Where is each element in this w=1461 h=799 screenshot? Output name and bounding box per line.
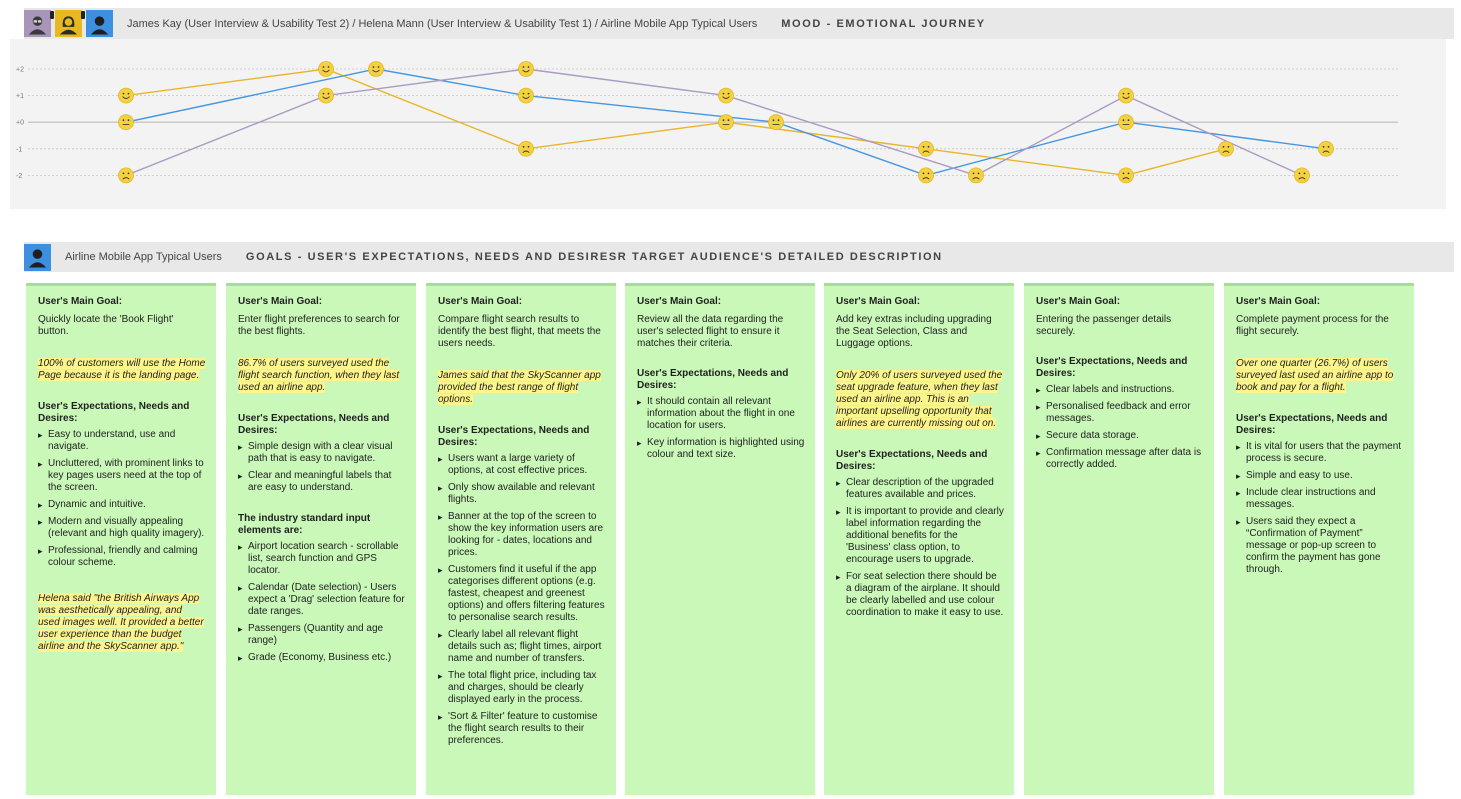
mood-point-james [969, 168, 984, 183]
main-goal-text: Quickly locate the 'Book Flight' button. [38, 314, 174, 337]
list-item: ▸ It is important to provide and clearly label information regarding the additional benefits for the 'Business' class option, to encourage users to upgrade. [836, 506, 1004, 566]
list-item: ▸ Only show available and relevant flights. [438, 482, 606, 506]
list-item: ▸ Passengers (Quantity and age range) [238, 623, 406, 647]
goal-column [226, 283, 416, 795]
main-goal-text: Entering the passenger details securely. [1036, 314, 1172, 337]
section-heading: The industry standard input elements are: [238, 513, 371, 536]
section-heading: User's Expectations, Needs and Desires: [637, 368, 789, 391]
highlight-block [238, 358, 406, 394]
list-item: ▸ Include clear instructions and messages. [1236, 487, 1404, 511]
main-goal-label: User's Main Goal: [438, 296, 523, 307]
mood-point-james [1119, 88, 1134, 103]
mood-point-james [719, 88, 734, 103]
list-item: ▸ Customers find it useful if the app categorises different options (e.g. fastest, cheapest and greenest options) and offers filtering features to personalise search results. [438, 564, 606, 624]
y-tick-label: +0 [16, 119, 24, 127]
highlight-quote: 86.7% of users surveyed used the flight search function, when they last used an airline app. [238, 358, 400, 393]
list-item: ▸ Dynamic and intuitive. [38, 499, 206, 511]
needs-list [1236, 441, 1404, 576]
highlight-block [438, 370, 606, 406]
goal-column [824, 283, 1014, 795]
mood-point-helena [719, 115, 734, 130]
goals-header [24, 242, 1454, 272]
highlight-quote: Helena said "the British Airways App was aesthetically appealing, and used images well. It provided a better user experience than the budget airline and the SkyScanner app." [38, 593, 204, 652]
main-goal-label: User's Main Goal: [1236, 296, 1321, 307]
mood-header-title: MOOD - EMOTIONAL JOURNEY [781, 17, 986, 30]
mood-point-helena [519, 141, 534, 156]
section-heading: User's Expectations, Needs and Desires: [1036, 356, 1188, 379]
avatar-typical-users [24, 244, 51, 271]
avatar-helena-mann [55, 10, 82, 37]
goal-column [1224, 283, 1414, 795]
mood-point-users [919, 168, 934, 183]
y-tick-label: -1 [16, 146, 23, 154]
section-heading: User's Expectations, Needs and Desires: [238, 413, 390, 436]
mood-point-james [519, 62, 534, 77]
goals-header-title: GOALS - USER'S EXPECTATIONS, NEEDS AND DESIRESR TARGET AUDIENCE'S DETAILED DESCRIPTION [245, 251, 943, 263]
list-item: ▸ Clearly label all relevant flight details such as; flight times, airport name and number of transfers. [438, 629, 606, 665]
list-item: ▸ Clear and meaningful labels that are easy to understand. [238, 470, 406, 494]
main-goal-text: Complete payment process for the flight securely. [1236, 314, 1389, 337]
mood-point-helena [1119, 168, 1134, 183]
needs-list [238, 441, 406, 494]
goal-column [1024, 283, 1214, 795]
mood-chart [10, 39, 1446, 209]
goal-column [426, 283, 616, 795]
highlight-block [1236, 358, 1404, 394]
main-goal-text: Add key extras including upgrading the Seat Selection, Class and Luggage options. [836, 314, 992, 349]
y-tick-label: -2 [16, 172, 23, 180]
main-goal-text: Review all the data regarding the user's selected flight to ensure it matches their criteria. [637, 314, 784, 349]
list-item: ▸ It should contain all relevant information about the flight in one location for users. [637, 396, 805, 432]
list-item: ▸ Key information is highlighted using colour and text size. [637, 437, 805, 461]
list-item: ▸ Calendar (Date selection) - Users expect a 'Drag' selection feature for date ranges. [238, 582, 406, 618]
mood-point-helena [119, 88, 134, 103]
main-goal-text: Enter flight preferences to search for the best flights. [238, 314, 400, 337]
mood-point-users [519, 88, 534, 103]
list-item: ▸ Secure data storage. [1036, 430, 1204, 442]
section-heading: User's Expectations, Needs and Desires: [836, 449, 988, 472]
list-item: ▸ 'Sort & Filter' feature to customise the flight search results to their preferences. [438, 711, 606, 747]
avatar-james-kay [24, 10, 51, 37]
list-item: ▸ For seat selection there should be a diagram of the airplane. It should be clearly labelled and use colour coordination to make it easy to use. [836, 571, 1004, 619]
highlight-quote: 100% of customers will use the Home Page because it is the landing page. [38, 358, 206, 381]
section-heading: User's Expectations, Needs and Desires: [1236, 413, 1388, 436]
y-tick-label: +1 [16, 93, 24, 101]
mood-point-users [769, 115, 784, 130]
main-goal-label: User's Main Goal: [1036, 296, 1121, 307]
mood-point-users [369, 62, 384, 77]
mood-point-helena [319, 62, 334, 77]
highlight-quote: Only 20% of users surveyed used the seat upgrade feature, when they last used an airline app. This is an important upselling opportunity that airlines are currently missing out on. [836, 370, 1003, 429]
list-item: ▸ Professional, friendly and calming colour scheme. [38, 545, 206, 569]
goal-column [26, 283, 216, 795]
list-item: ▸ The total flight price, including tax and charges, should be clearly displayed early in the process. [438, 670, 606, 706]
main-goal-label: User's Main Goal: [38, 296, 123, 307]
list-item: ▸ Banner at the top of the screen to show the key information users are looking for - dates, locations and prices. [438, 511, 606, 559]
main-goal-text: Compare flight search results to identify the best flight, that meets the users needs. [438, 314, 601, 349]
person-icon [89, 13, 110, 35]
needs-list [238, 541, 406, 664]
needs-list [836, 477, 1004, 619]
list-item: ▸ Grade (Economy, Business etc.) [238, 652, 406, 664]
list-item: ▸ Clear description of the upgraded features available and prices. [836, 477, 1004, 501]
mood-point-users [1319, 141, 1334, 156]
goal-column [625, 283, 815, 795]
list-item: ▸ Airport location search - scrollable list, search function and GPS locator. [238, 541, 406, 577]
mood-point-users [119, 115, 134, 130]
avatar-typical-users [86, 10, 113, 37]
main-goal-label: User's Main Goal: [637, 296, 722, 307]
list-item: ▸ Clear labels and instructions. [1036, 384, 1204, 396]
person-glasses-icon [27, 13, 48, 35]
list-item: ▸ It is vital for users that the payment process is secure. [1236, 441, 1404, 465]
list-item: ▸ Users want a large variety of options, at cost effective prices. [438, 453, 606, 477]
mood-point-james [319, 88, 334, 103]
list-item: ▸ Confirmation message after data is correctly added. [1036, 447, 1204, 471]
mood-header [24, 8, 1454, 39]
highlight-block [38, 358, 206, 382]
list-item: ▸ Simple and easy to use. [1236, 470, 1404, 482]
mood-point-users [1119, 115, 1134, 130]
list-item: ▸ Uncluttered, with prominent links to key pages users need at the top of the screen. [38, 458, 206, 494]
person-female-icon [58, 13, 79, 35]
list-item: ▸ Simple design with a clear visual path that is easy to navigate. [238, 441, 406, 465]
highlight-block [38, 593, 206, 653]
needs-list [1036, 384, 1204, 471]
needs-list [38, 429, 206, 569]
y-tick-label: +2 [16, 66, 24, 74]
highlight-quote: Over one quarter (26.7%) of users surveyed last used an airline app to book and pay for a flight. [1236, 358, 1394, 393]
person-icon [27, 246, 48, 268]
list-item: ▸ Modern and visually appealing (relevant and high quality imagery). [38, 516, 206, 540]
mood-point-helena [919, 141, 934, 156]
list-item: ▸ Easy to understand, use and navigate. [38, 429, 206, 453]
main-goal-label: User's Main Goal: [238, 296, 323, 307]
section-heading: User's Expectations, Needs and Desires: [438, 425, 590, 448]
section-heading: User's Expectations, Needs and Desires: [38, 401, 190, 424]
needs-list [637, 396, 805, 461]
main-goal-label: User's Main Goal: [836, 296, 921, 307]
list-item: ▸ Users said they expect a “Confirmation of Payment” message or pop-up screen to confirm the payment has gone through. [1236, 516, 1404, 576]
needs-list [438, 453, 606, 747]
highlight-block [836, 370, 1004, 430]
highlight-quote: James said that the SkyScanner app provided the best range of flight options. [438, 370, 601, 405]
mood-point-helena [1219, 141, 1234, 156]
mood-header-sources: James Kay (User Interview & Usability Test 2) / Helena Mann (User Interview & Usability Test 1) / Airline Mobile App Typical Users [127, 17, 758, 30]
mood-point-james [119, 168, 134, 183]
goals-header-source: Airline Mobile App Typical Users [65, 251, 222, 263]
list-item: ▸ Personalised feedback and error messages. [1036, 401, 1204, 425]
mood-point-james [1295, 168, 1310, 183]
